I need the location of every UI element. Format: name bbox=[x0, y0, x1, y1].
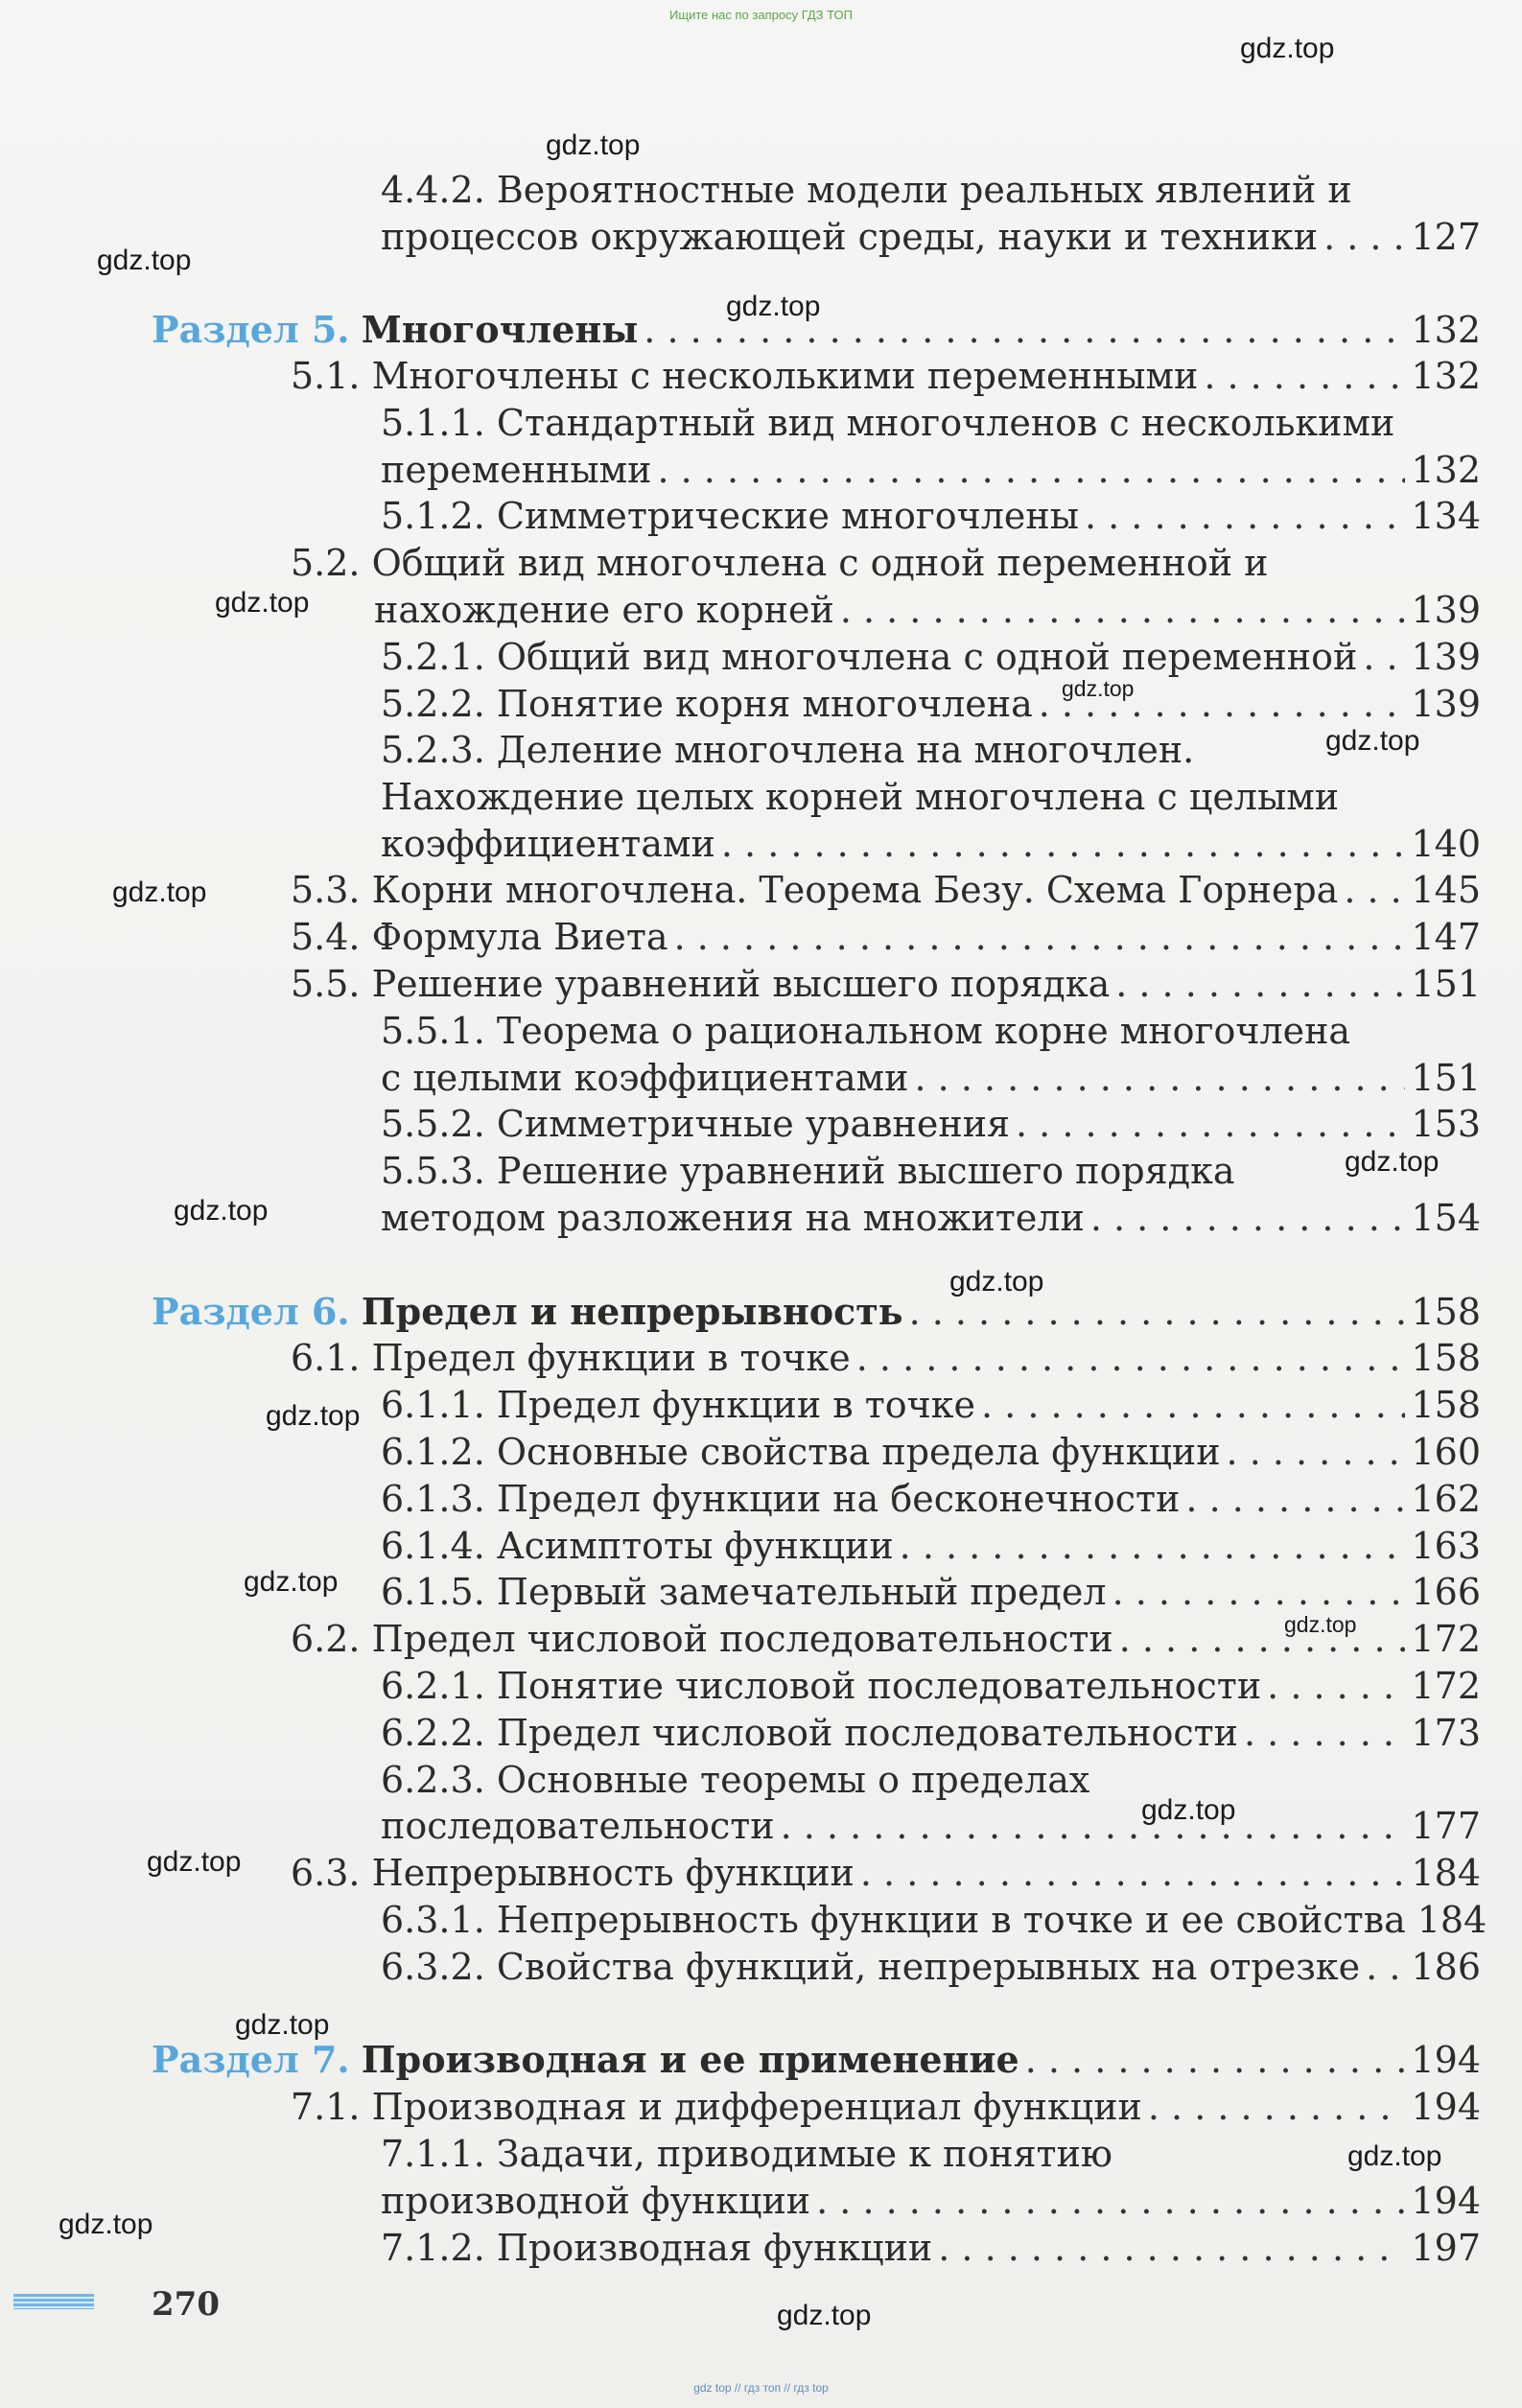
watermark: gdz.top bbox=[59, 2209, 153, 2240]
toc-entry-5-2: 5.2. Общий вид многочлена с одной переменной и bbox=[291, 542, 1269, 584]
watermark: gdz.top bbox=[147, 1846, 242, 1878]
watermark: gdz.top bbox=[235, 2009, 330, 2041]
toc-entry-7-1-1: 7.1.1. Задачи, приводимые к понятию bbox=[381, 2133, 1112, 2175]
toc-entry-5-1-2: 5.1.2. Симметрические многочлены . . . 134 bbox=[381, 493, 1481, 539]
toc-entry-6-1: 6.1. Предел функции в точке . . . 158 bbox=[291, 1335, 1481, 1381]
toc-entry-5-5-2: 5.5.2. Симметричные уравнения . . . 153 bbox=[381, 1101, 1481, 1147]
toc-entry-6-3-1: 6.3.1. Непрерывность функции в точке и ее свойства 184 bbox=[381, 1899, 1487, 1941]
watermark: gdz.top bbox=[949, 1266, 1044, 1298]
watermark: gdz.top bbox=[546, 129, 641, 161]
toc-entry-5-2-2: 5.2.2. Понятие корня многочлена . . . 139 bbox=[381, 681, 1481, 727]
watermark: gdz.top bbox=[777, 2300, 872, 2331]
toc-entry-5-2-cont: нахождение его корней . . . 139 bbox=[374, 587, 1481, 633]
toc-entry-6-1-5: 6.1.5. Первый замечательный предел . . . 166 bbox=[381, 1569, 1481, 1615]
toc-entry-5-2-1: 5.2.1. Общий вид многочлена с одной переменной . . . 139 bbox=[381, 634, 1481, 680]
toc-entry-5-3: 5.3. Корни многочлена. Теорема Безу. Схема Горнера . . . 145 bbox=[291, 867, 1481, 913]
toc-entry-5-5-3: 5.5.3. Решение уравнений высшего порядка bbox=[381, 1150, 1235, 1192]
page-number: 270 bbox=[152, 2285, 220, 2324]
toc-entry-6-1-4: 6.1.4. Асимптоты функции . . . 163 bbox=[381, 1523, 1481, 1569]
toc-entry-6-2: 6.2. Предел числовой последовательности . . . 172 bbox=[291, 1616, 1481, 1662]
toc-entry-5-5-1: 5.5.1. Теорема о рациональном корне многочлена bbox=[381, 1010, 1351, 1052]
toc-entry-6-1-2: 6.1.2. Основные свойства предела функции . . . 160 bbox=[381, 1429, 1481, 1475]
toc-entry-6-2-3-cont: последовательности . . . 177 bbox=[381, 1803, 1481, 1849]
toc-entry-6-2-1: 6.2.1. Понятие числовой последовательности . . . 172 bbox=[381, 1663, 1481, 1709]
watermark: gdz.top bbox=[1325, 725, 1420, 757]
toc-entry-7-1-2: 7.1.2. Производная функции . . . 197 bbox=[381, 2225, 1481, 2271]
watermark: gdz.top bbox=[1062, 676, 1135, 701]
watermark: gdz.top bbox=[215, 587, 310, 619]
toc-entry-5-1-1-cont: переменными . . . 132 bbox=[381, 447, 1481, 493]
toc-entry-5-1-1: 5.1.1. Стандартный вид многочленов с несколькими bbox=[381, 402, 1395, 444]
toc-entry-5-2-3-cont2: коэффициентами . . . 140 bbox=[381, 821, 1481, 867]
toc-entry-5-2-3: 5.2.3. Деление многочлена на многочлен. bbox=[381, 729, 1195, 771]
watermark: gdz.top bbox=[266, 1400, 361, 1432]
toc-section-5: Раздел 5. Многочлены . . . 132 bbox=[152, 307, 1481, 353]
watermark: gdz.top bbox=[1347, 2140, 1442, 2172]
toc-entry-6-2-2: 6.2.2. Предел числовой последовательности . . . 173 bbox=[381, 1710, 1481, 1756]
toc-section-7: Раздел 7. Производная и ее применение . . . 194 bbox=[152, 2037, 1481, 2083]
header-note: Ищите нас по запросу ГДЗ ТОП bbox=[669, 8, 853, 22]
toc-entry-5-5-1-cont: с целыми коэффициентами . . . 151 bbox=[381, 1055, 1481, 1101]
toc-entry-6-3: 6.3. Непрерывность функции . . . 184 bbox=[291, 1850, 1481, 1896]
toc-entry-5-5: 5.5. Решение уравнений высшего порядка . . . 151 bbox=[291, 961, 1481, 1007]
watermark: gdz.top bbox=[174, 1195, 269, 1227]
toc-entry-6-3-2: 6.3.2. Свойства функций, непрерывных на отрезке . . . 186 bbox=[381, 1944, 1481, 1990]
watermark: gdz.top bbox=[726, 291, 821, 322]
watermark: gdz.top bbox=[1345, 1146, 1440, 1178]
watermark: gdz.top bbox=[1284, 1612, 1357, 1637]
toc-entry-5-1: 5.1. Многочлены с несколькими переменными . . . 132 bbox=[291, 353, 1481, 399]
toc-section-6: Раздел 6. Предел и непрерывность . . . 158 bbox=[152, 1289, 1481, 1335]
footer-note: gdz top // гдз топ // гдз top bbox=[693, 2381, 829, 2395]
watermark: gdz.top bbox=[1240, 33, 1335, 64]
toc-entry-4-4-2-cont: процессов окружающей среды, науки и техники . . . 127 bbox=[381, 214, 1481, 260]
toc-entry-6-2-3: 6.2.3. Основные теоремы о пределах bbox=[381, 1759, 1090, 1801]
toc-entry-5-2-3-cont1: Нахождение целых корней многочлена с целыми bbox=[381, 776, 1340, 818]
watermark: gdz.top bbox=[97, 245, 192, 276]
toc-entry-6-1-3: 6.1.3. Предел функции на бесконечности . . . 162 bbox=[381, 1476, 1481, 1522]
watermark: gdz.top bbox=[112, 877, 207, 908]
watermark: gdz.top bbox=[1141, 1794, 1236, 1826]
page-corner-stripe bbox=[13, 2294, 94, 2309]
toc-entry-7-1-1-cont: производной функции . . . 194 bbox=[381, 2178, 1481, 2224]
toc-entry-5-4: 5.4. Формула Виета . . . 147 bbox=[291, 914, 1481, 960]
toc-entry-7-1: 7.1. Производная и дифференциал функции . . . 194 bbox=[291, 2084, 1481, 2130]
toc-entry-5-5-3-cont: методом разложения на множители . . . 154 bbox=[381, 1195, 1481, 1241]
watermark: gdz.top bbox=[244, 1566, 339, 1598]
toc-entry-6-1-1: 6.1.1. Предел функции в точке . . . 158 bbox=[381, 1382, 1481, 1428]
toc-entry-4-4-2: 4.4.2. Вероятностные модели реальных явлений и bbox=[381, 169, 1352, 211]
